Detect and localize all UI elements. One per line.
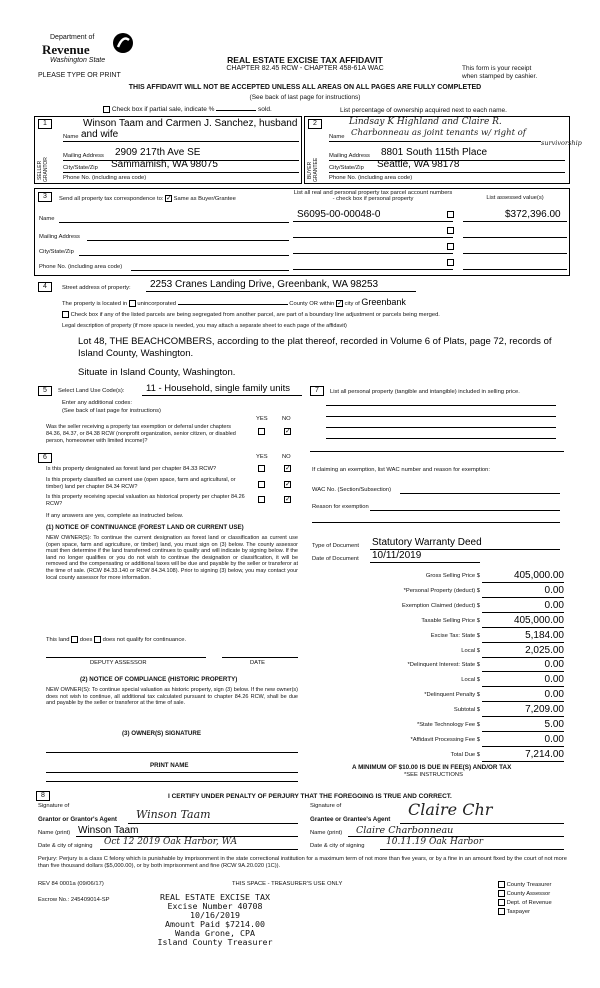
historic-title: (2) NOTICE OF COMPLIANCE (HISTORIC PROPERTY) xyxy=(80,676,238,683)
grantee-signature: Claire Chr xyxy=(408,800,493,819)
copy-label: County Assessor xyxy=(506,891,551,898)
buyer-phone-label: Phone No. (including area code) xyxy=(329,175,413,181)
s3-name-label: Name xyxy=(39,216,55,222)
grantor-sig-label: Signature of xyxy=(38,803,70,809)
dor-logo xyxy=(40,30,140,75)
wac-label: WAC No. (Section/Subsection) xyxy=(312,487,392,493)
s5-question-1: Was the seller receiving a property tax exemption or deferral under chapters 84.36, 84.37, or 84.38 RCW (nonprofit organization, senior citizen, or disabled person, homeowner with limited income)? xyxy=(46,424,236,444)
legal-label: Legal description of property (if more space is needed, you may attach a separate sheet to each page of the affidavit) xyxy=(62,323,347,329)
section-2-box xyxy=(304,116,582,184)
deputy-assessor-label: DEPUTY ASSESSOR xyxy=(90,660,147,666)
tax-row-label: Local $ xyxy=(461,648,480,654)
buyer-grantee-label: BUYER GRANTEE xyxy=(307,157,319,183)
copy-county-assessor-checkbox[interactable] xyxy=(498,890,505,897)
does-not-checkbox[interactable] xyxy=(94,636,101,643)
segregated-label: Check box if any of the listed parcels are being segregated from another parcel, are part of a boundary line adjustment or parcels being merged. xyxy=(70,312,440,319)
grantee-agent-label: Grantee or Grantee's Agent xyxy=(310,816,391,823)
city-value: Greenbank xyxy=(361,297,406,307)
legal-desc-2: Island County, Washington. xyxy=(78,348,194,359)
stamp-line: Island County Treasurer xyxy=(157,937,273,947)
stamp-line: REAL ESTATE EXCISE TAX xyxy=(160,892,270,902)
s6-q1-no-checkbox[interactable]: ✓ xyxy=(285,465,291,472)
assessed-header: List assessed value(s) xyxy=(486,195,544,201)
stamp-line: Amount Paid $7214.00 xyxy=(165,919,265,929)
legal-desc-3: Situate in Island County, Washington. xyxy=(78,367,236,378)
street-label: Street address of property: xyxy=(62,285,131,291)
dor-logo-icon xyxy=(112,32,134,54)
parcel-2-personal-checkbox[interactable] xyxy=(447,227,454,234)
buyer-name-hw3: survivorship xyxy=(541,139,582,147)
send-correspondence xyxy=(59,195,236,202)
list-percentage: List percentage of ownership acquired next to each name. xyxy=(340,107,507,114)
parcel-3-personal-checkbox[interactable] xyxy=(447,243,454,250)
s6-q1-yes-checkbox[interactable] xyxy=(258,465,265,472)
s6-q2-no-checkbox[interactable]: ✓ xyxy=(285,481,291,488)
tax-row-value: 0.00 xyxy=(544,674,564,685)
tax-row-value: 405,000.00 xyxy=(513,615,564,626)
tax-row-value: 5,184.00 xyxy=(525,630,564,641)
grantee-name: Claire Charbonneau xyxy=(356,825,454,836)
copy-label: Dept. of Revenue xyxy=(506,900,552,907)
s3-mail-label: Mailing Address xyxy=(39,234,80,240)
doc-date-label: Date of Document xyxy=(312,556,359,562)
personal-property-label: List all personal property (tangible and intangible) included in selling price. xyxy=(330,389,520,395)
partial-sale-label: Check box if partial sale, indicate % xyxy=(111,106,215,114)
s3-phone-label: Phone No. (including area code) xyxy=(39,264,123,270)
print-name-label: PRINT NAME xyxy=(150,762,189,769)
exemption-label: If claiming an exemption, list WAC number and reason for exemption: xyxy=(312,467,490,473)
section-3-box xyxy=(34,188,570,276)
this-land-label: This land xyxy=(46,637,70,644)
buyer-mail-label: Mailing Address xyxy=(329,153,370,159)
revenue-text: Revenue xyxy=(42,42,90,57)
send-label: Send all property tax correspondence to: xyxy=(59,196,164,203)
stamp-line: Excise Number 40708 xyxy=(167,901,263,911)
sold-label: sold. xyxy=(258,106,272,114)
perjury-text: Perjury: Perjury is a class C felony which is punishable by imprisonment in the state correctional institution for a maximum term of not more than five years, or by a fine in an amount fixed by the court of not more than five thousand dollars ($5,000.00), or by both imprisonment and fine (RCW 9A.20.020 (1C)). xyxy=(38,856,567,869)
deputy-date-label: DATE xyxy=(250,660,266,666)
tax-row-label: Total Due $ xyxy=(450,752,480,758)
tax-row-label: *Personal Property (deduct) $ xyxy=(403,588,480,594)
grantee-name-label: Name (print) xyxy=(310,830,343,836)
same-as-buyer-checkbox[interactable]: ✓ xyxy=(166,195,172,202)
buyer-name-label: Name xyxy=(329,134,345,140)
receipt-line1: This form is your receipt xyxy=(462,65,532,72)
section-5-number: 5 xyxy=(38,386,52,396)
s6-no: NO xyxy=(282,454,291,460)
treasurer-stamp xyxy=(150,893,280,947)
does-checkbox[interactable] xyxy=(71,636,78,643)
tax-row-value: 0.00 xyxy=(544,659,564,670)
city-of-label: city of xyxy=(344,301,360,307)
s6-q3-no-checkbox[interactable]: ✓ xyxy=(285,496,291,503)
grantee-date-label: Date & city of signing xyxy=(310,843,365,849)
doc-type-label: Type of Document xyxy=(312,543,360,549)
reason-label: Reason for exemption xyxy=(312,504,369,510)
copy-distribution xyxy=(498,881,552,917)
section-2-number: 2 xyxy=(308,119,322,129)
s5-yes: YES xyxy=(256,416,268,422)
buyer-city-label: City/State/Zip xyxy=(329,165,364,171)
located-label: The property is located in xyxy=(62,301,128,307)
tax-row-value: 5.00 xyxy=(544,719,564,730)
this-land-row xyxy=(46,636,186,643)
parcel-number: S6095-00-00048-0 xyxy=(297,209,381,220)
copy-dept-revenue-checkbox[interactable] xyxy=(498,899,505,906)
minimum-note: A MINIMUM OF $10.00 IS DUE IN FEE(S) AND/OR TAX xyxy=(352,764,512,771)
seller-mail: 2909 217th Ave SE xyxy=(115,147,201,158)
s6-q2-yes-checkbox[interactable] xyxy=(258,481,265,488)
section-1-box xyxy=(34,116,302,184)
buyer-mail: 8801 South 115th Place xyxy=(381,147,488,158)
does-not-label: does not qualify for continuance. xyxy=(102,637,187,644)
located-row xyxy=(62,297,406,307)
doc-date: 10/11/2019 xyxy=(372,550,422,561)
form-chapter: CHAPTER 82.45 RCW - CHAPTER 458-61A WAC xyxy=(226,65,384,72)
doc-type: Statutory Warranty Deed xyxy=(372,537,482,548)
s6-q3-yes-checkbox[interactable] xyxy=(258,496,265,503)
grantor-signature: Winson Taam xyxy=(136,808,211,821)
partial-sale xyxy=(103,106,272,113)
unincorporated-label: unincorporated xyxy=(137,301,177,307)
tax-row-label: *Delinquent Penalty $ xyxy=(424,692,480,698)
tax-row-label: Taxable Selling Price $ xyxy=(421,618,480,624)
s3-city-label: City/State/Zip xyxy=(39,249,74,255)
city-of-checkbox[interactable]: ✓ xyxy=(337,299,343,307)
street-address: 2253 Cranes Landing Drive, Greenbank, WA 98253 xyxy=(150,279,379,290)
wa-state-text: Washington State xyxy=(50,57,106,64)
s5-q1-no-checkbox[interactable]: ✓ xyxy=(285,428,291,435)
receipt-line2: when stamped by cashier. xyxy=(462,73,538,80)
county-or-label: County OR within xyxy=(289,301,335,307)
tax-row-value: 0.00 xyxy=(544,689,564,700)
seller-name-label: Name xyxy=(63,134,79,140)
stamp-line: 10/16/2019 xyxy=(190,910,240,920)
tax-row-value: 405,000.00 xyxy=(513,570,564,581)
s6-yes: YES xyxy=(256,454,268,460)
dept-of-text: Department of xyxy=(50,34,95,41)
buyer-city: Seattle, WA 98178 xyxy=(377,159,460,170)
partial-sale-checkbox[interactable] xyxy=(103,106,110,113)
grantor-agent-label: Grantor or Grantor's Agent xyxy=(38,816,117,823)
s6-question-1: Is this property designated as forest land per chapter 84.33 RCW? xyxy=(46,466,217,472)
section-3-number: 3 xyxy=(38,192,52,202)
seller-phone-label: Phone No. (including area code) xyxy=(63,175,147,181)
tax-row-label: Exemption Claimed (deduct) $ xyxy=(402,603,480,609)
historic-text: NEW OWNER(S): To continue special valuation as historic property, sign (3) below. If the new owner(s) does not wish to continue, all additional tax calculated pursuant to chapter 84.26 RCW, shall be due and payable by the seller or transferor at the time of sale. xyxy=(46,687,298,707)
see-instructions: *SEE INSTRUCTIONS xyxy=(404,772,463,778)
parcel-1-personal-checkbox[interactable] xyxy=(447,211,454,218)
parcel-header: List all real and personal property tax parcel account numbers - check box if personal property xyxy=(293,190,453,202)
unincorporated-checkbox[interactable] xyxy=(129,300,136,307)
escrow-number: Escrow No.: 245409014-SP xyxy=(38,897,110,903)
seller-name-2: and wife xyxy=(81,129,119,140)
s6-if-yes: If any answers are yes, complete as instructed below. xyxy=(46,513,184,519)
treasurer-space: THIS SPACE - TREASURER'S USE ONLY xyxy=(232,881,343,887)
tax-row-value: 7,214.00 xyxy=(525,749,564,760)
grantor-date-label: Date & city of signing xyxy=(38,843,93,849)
s5-q1-yes-checkbox[interactable] xyxy=(258,428,265,435)
copy-label: County Treasurer xyxy=(506,882,552,889)
grantee-date-city: 10.11.19 Oak Harbor xyxy=(386,837,483,847)
tax-row-label: Subtotal $ xyxy=(453,707,480,713)
copy-county-treasurer-checkbox[interactable] xyxy=(498,881,505,888)
seller-mail-label: Mailing Address xyxy=(63,153,104,159)
continuance-text: NEW OWNER(S): To continue the current designation as forest land or classification as current use (open space, farm and agriculture, or timber) land, you must sign on (3) below. The county assessor must then determine if the land transferred continues to qualify and will indicate by signing below. If the land no longer qualifies or you do not wish to continue the designation or classification, it will be removed and the compensating or additional taxes will be due and payable by the seller or transferor at the time of sale. (RCW 84.33.140 or RCW 84.34.108). Prior to signing (3) below, you may contact your local county assessor for more information. xyxy=(46,535,298,581)
please-type: PLEASE TYPE OR PRINT xyxy=(38,72,121,79)
certify-text: I CERTIFY UNDER PENALTY OF PERJURY THAT THE FOREGOING IS TRUE AND CORRECT. xyxy=(168,793,452,800)
tax-row-value: 0.00 xyxy=(544,585,564,596)
copy-taxpayer-checkbox[interactable] xyxy=(498,908,505,915)
section-7-number: 7 xyxy=(310,386,324,396)
buyer-name-hw2: Charbonneau as joint tenants w/ right of xyxy=(351,128,526,138)
tax-row-label: Gross Selling Price $ xyxy=(425,573,480,579)
land-use-code: 11 - Household, single family units xyxy=(146,383,290,394)
seller-city-label: City/State/Zip xyxy=(63,165,98,171)
legal-desc-1: Lot 48, THE BEACHCOMBERS, according to the plat thereof, recorded in Volume 6 of Plats, page 72, records of xyxy=(78,336,552,347)
rev-number: REV 84 0001a (09/06/17) xyxy=(38,881,104,887)
seller-name-1: Winson Taam and Carmen J. Sanchez, husband xyxy=(83,118,298,129)
land-use-label: Select Land Use Code(s): xyxy=(58,388,125,394)
form-title: REAL ESTATE EXCISE TAX AFFIDAVIT xyxy=(227,55,383,65)
tax-row-label: *Affidavit Processing Fee $ xyxy=(410,737,480,743)
s6-question-2: Is this property classified as current use (open space, farm and agricultural, or timber) land per chapter 84.34 RCW? xyxy=(46,477,236,490)
section-4-number: 4 xyxy=(38,282,52,292)
tax-row-label: *State Technology Fee $ xyxy=(416,722,480,728)
s5-no: NO xyxy=(282,416,291,422)
section-1-number: 1 xyxy=(38,119,52,129)
grantee-sig-label: Signature of xyxy=(310,803,342,809)
buyer-name-hw1: Lindsay K Highland and Claire R. xyxy=(349,117,502,127)
warning-text: THIS AFFIDAVIT WILL NOT BE ACCEPTED UNLESS ALL AREAS ON ALL PAGES ARE FULLY COMPLETED xyxy=(128,84,482,91)
tax-row-label: Local $ xyxy=(461,677,480,683)
grantor-name-label: Name (print) xyxy=(38,830,71,836)
segregated-checkbox[interactable] xyxy=(62,311,69,318)
section-6-number: 6 xyxy=(38,453,52,463)
stamp-line: Wanda Grone, CPA xyxy=(175,928,255,938)
tax-row-value: 0.00 xyxy=(544,734,564,745)
tax-row-value: 0.00 xyxy=(544,600,564,611)
tax-row-value: 7,209.00 xyxy=(525,704,564,715)
s6-question-3: Is this property receiving special valuation as historical property per chapter 84.26 RCW? xyxy=(46,494,245,507)
seller-city: Sammamish, WA 98075 xyxy=(111,159,218,170)
grantor-date-city: Oct 12 2019 Oak Harbor, WA xyxy=(104,837,238,847)
grantor-name: Winson Taam xyxy=(78,825,139,836)
see-back: (See back of last page for instructions) xyxy=(249,94,361,101)
owner-signature-label: (3) OWNER(S) SIGNATURE xyxy=(122,730,201,737)
same-as-buyer-label: Same as Buyer/Grantee xyxy=(173,196,236,203)
additional-codes-label: Enter any additional codes: xyxy=(62,400,132,406)
copy-label: Taxpayer xyxy=(506,909,531,916)
tax-row-label: *Delinquent Interest: State $ xyxy=(407,662,480,668)
section-8-number: 8 xyxy=(36,791,50,801)
tax-row-label: Excise Tax: State $ xyxy=(430,633,480,639)
assessed-value: $372,396.00 xyxy=(505,209,561,220)
s5-see-back: (See back of last page for instructions) xyxy=(62,408,161,414)
parcel-4-personal-checkbox[interactable] xyxy=(447,259,454,266)
does-label: does xyxy=(79,637,93,644)
continuance-title: (1) NOTICE OF CONTINUANCE (FOREST LAND OR CURRENT USE) xyxy=(46,524,244,531)
seller-grantor-label: SELLER GRANTOR xyxy=(37,157,49,183)
segregated-row xyxy=(62,311,440,318)
tax-row-value: 2,025.00 xyxy=(525,645,564,656)
